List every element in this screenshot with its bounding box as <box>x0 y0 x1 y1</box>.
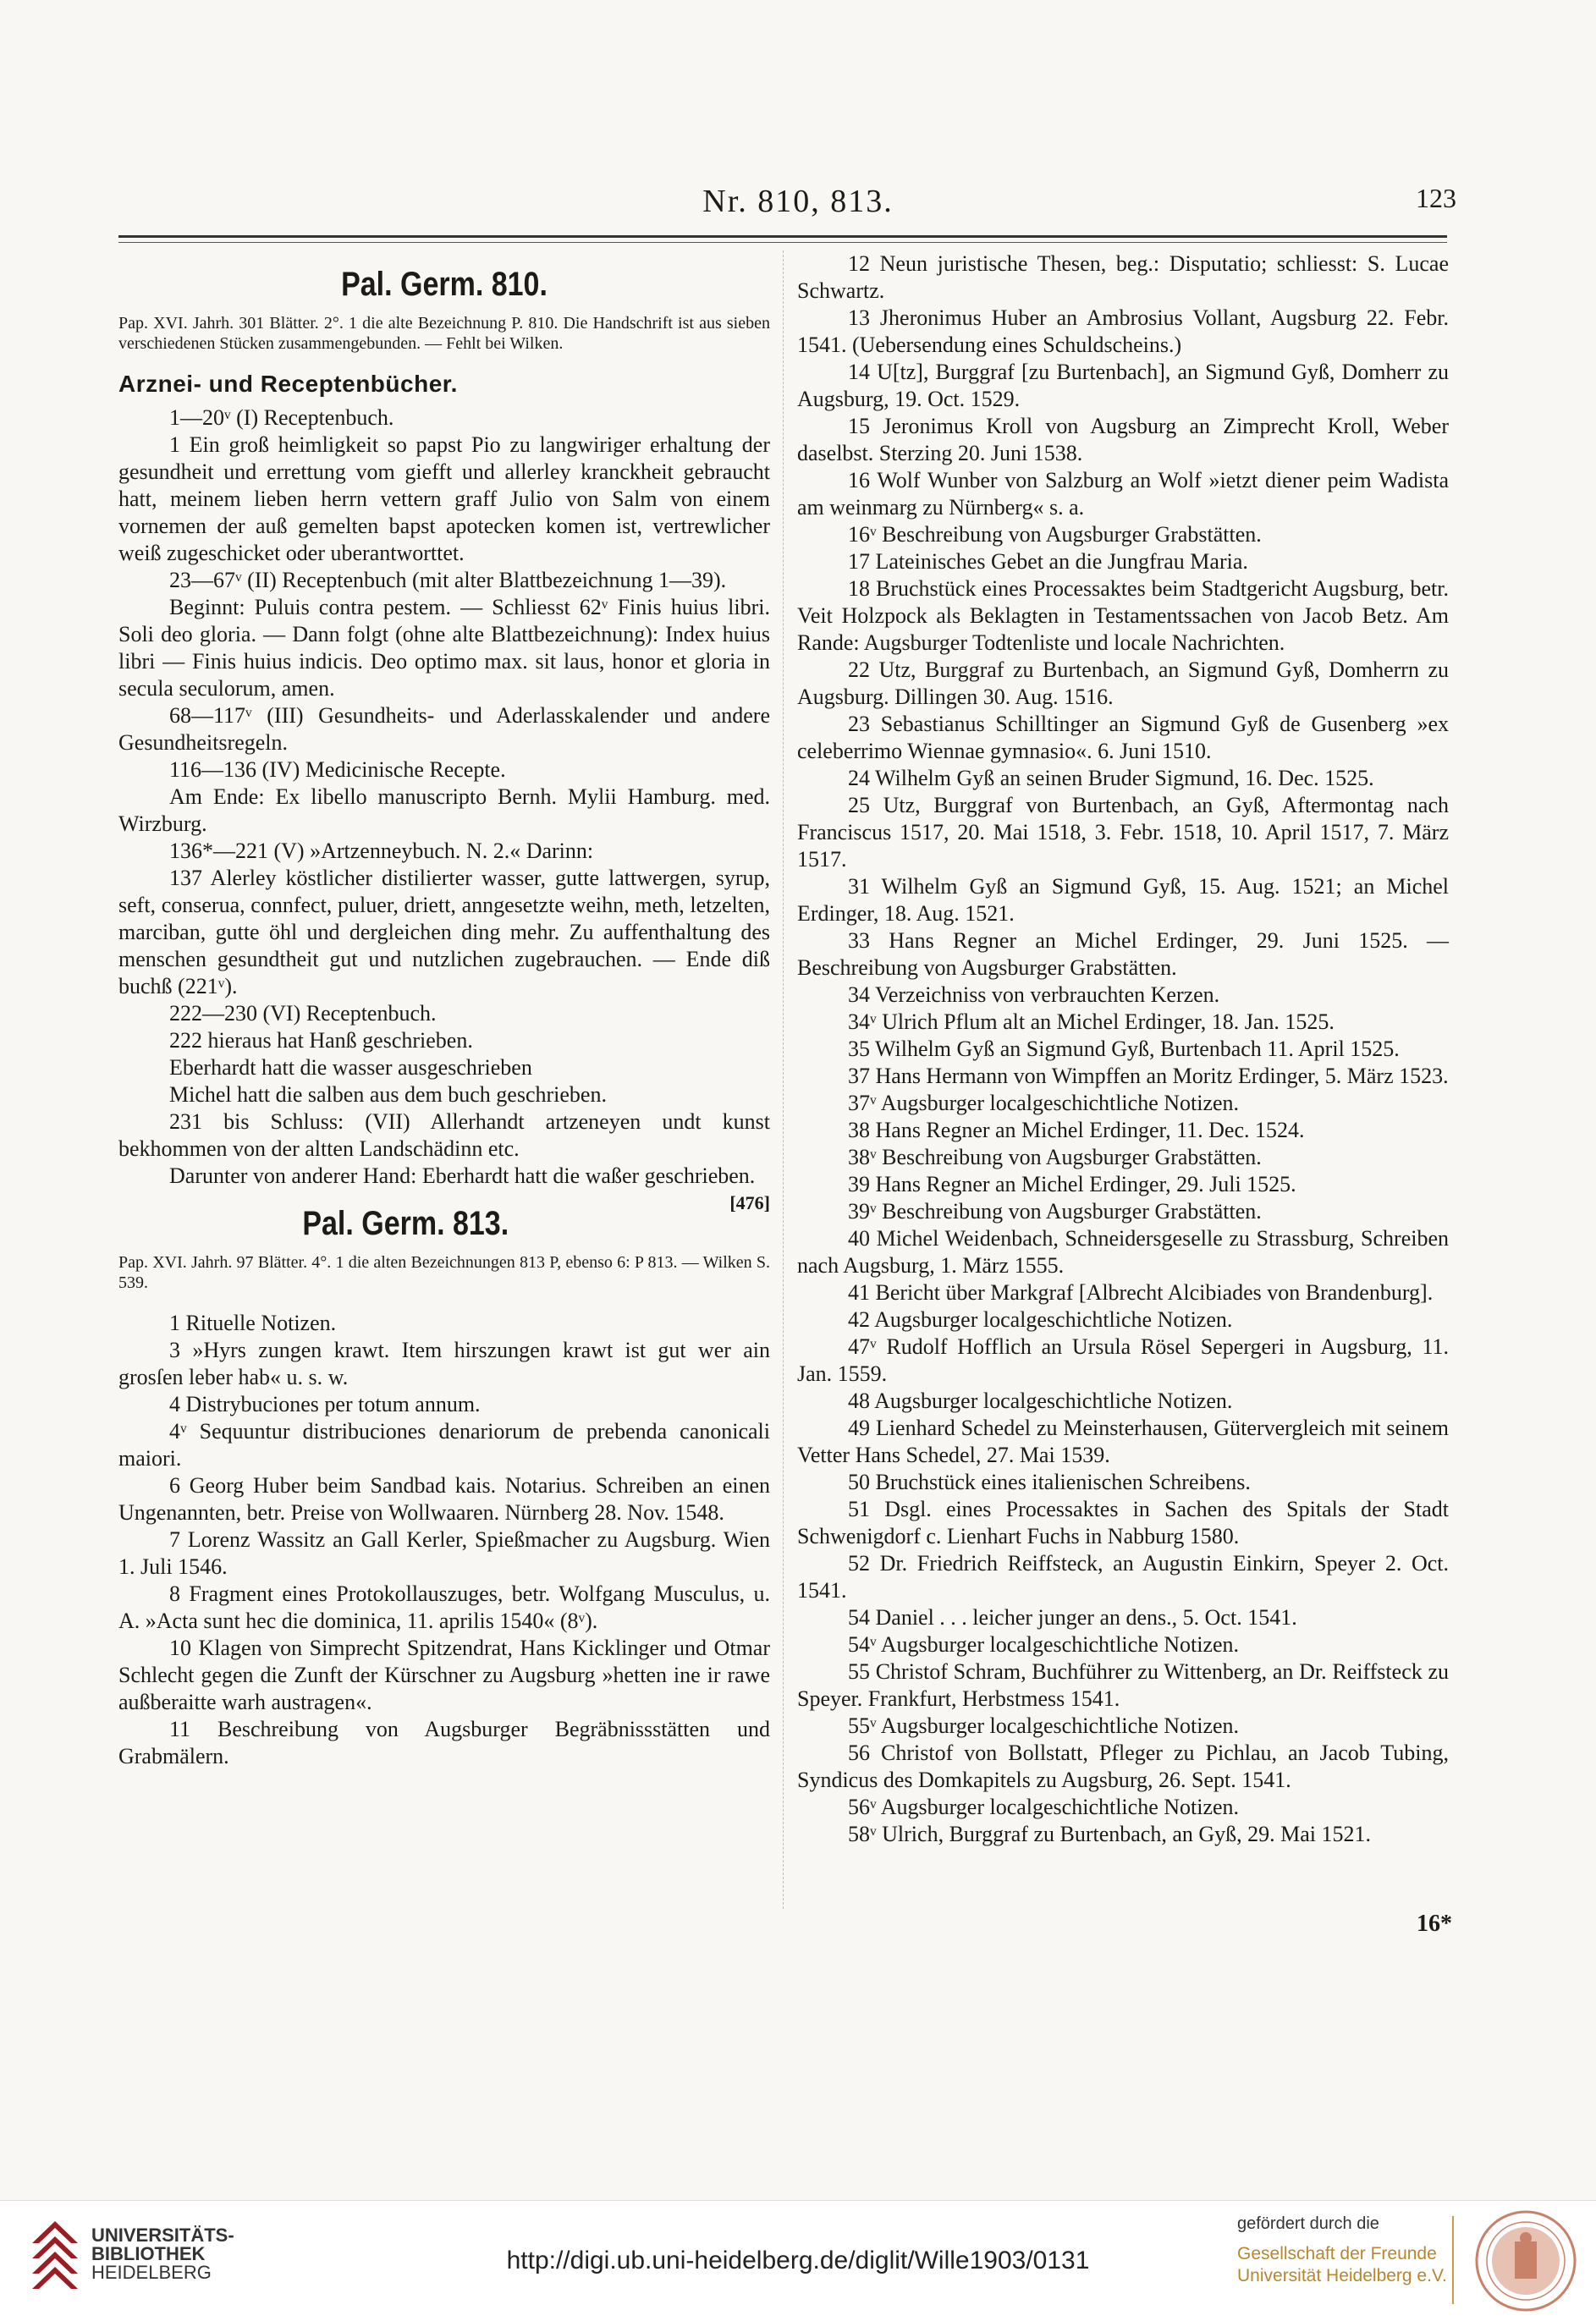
section-810-entries <box>118 404 770 1163</box>
viewer-footer <box>0 2200 1596 2321</box>
entry-paragraph: 6 Georg Huber beim Sandbad kais. Notarius. Schreiben an einen Ungenannten, betr. Preise von Wollwaaren. Nürnberg 28. Nov. 1548. <box>118 1473 770 1525</box>
entry-paragraph: 15 Jeronimus Kroll von Augsburg an Zimprecht Kroll, Weber daselbst. Sterzing 20. Juni 1538. <box>797 414 1449 465</box>
entry-paragraph: 222—230 (VI) Receptenbuch. <box>169 1001 437 1026</box>
entry-paragraph: 39ᵛ Beschreibung von Augsburger Grabstätten. <box>848 1199 1262 1224</box>
entry-paragraph: 1 Rituelle Notizen. <box>169 1311 337 1335</box>
entry-paragraph: Am Ende: Ex libello manuscripto Bernh. Mylii Hamburg. med. Wirzburg. <box>118 784 770 836</box>
entry-paragraph: Eberhardt hatt die wasser ausgeschrieben <box>169 1055 532 1080</box>
entry-paragraph: 40 Michel Weidenbach, Schneidersgeselle zu Strassburg, Schreiben nach Augsburg, 1. März 1555. <box>797 1226 1449 1278</box>
entry-paragraph: 34 Verzeichniss von verbrauchten Kerzen. <box>848 982 1220 1007</box>
entry-paragraph: 16ᵛ Beschreibung von Augsburger Grabstätten. <box>848 522 1262 547</box>
page-marker: [476] <box>729 1192 770 1213</box>
entry-paragraph: 24 Wilhelm Gyß an seinen Bruder Sigmund, 16. Dec. 1525. <box>848 766 1374 790</box>
entry-paragraph: 231 bis Schluss: (VII) Allerhandt artzeneyen undt kunst bekhommen von der altten Landschädinn etc. <box>118 1109 770 1161</box>
entry-paragraph: 39 Hans Regner an Michel Erdinger, 29. Juli 1525. <box>848 1172 1296 1196</box>
section-813-entries <box>118 1310 770 1770</box>
entry-paragraph: 51 Dsgl. eines Processaktes in Sachen des Spitals der Stadt Schwenigdorf c. Lienhart Fuchs in Nabburg 1580. <box>797 1497 1449 1548</box>
entry-paragraph: 4 Distrybuciones per totum annum. <box>169 1392 481 1416</box>
signature-mark: 16* <box>1417 1911 1452 1937</box>
entry-paragraph: 56 Christof von Bollstatt, Pfleger zu Pichlau, an Jacob Tubing, Syndicus des Domkapitels zu Augsburg, 26. Sept. 1541. <box>797 1741 1449 1792</box>
footer-separator <box>1452 2216 1454 2304</box>
entry-paragraph: 11 Beschreibung von Augsburger Begräbnissstätten und Grabmälern. <box>118 1717 770 1768</box>
permalink-url[interactable]: http://digi.ub.uni-heidelberg.de/diglit/Wille1903/0131 <box>506 2247 1090 2274</box>
sponsor-name: Gesellschaft der Freunde Universität Heidelberg e.V. <box>1237 2244 1447 2285</box>
entry-paragraph: 55 Christof Schram, Buchführer zu Wittenberg, an Dr. Reiffsteck zu Speyer. Frankfurt, Herbstmess 1541. <box>797 1659 1449 1711</box>
entry-paragraph: 10 Klagen von Simprecht Spitzendrat, Hans Kicklinger und Otmar Schlecht gegen die Zunft der Kürschner zu Augsburg »hetten ine ir rawe außberaitte warh austragen«. <box>118 1636 770 1714</box>
page-number: 123 <box>1416 183 1456 213</box>
section-813-entries-continued <box>797 250 1449 1848</box>
header-rule <box>118 235 1447 238</box>
left-column <box>118 250 770 1770</box>
entry-paragraph: 12 Neun juristische Thesen, beg.: Disputatio; schliesst: S. Lucae Schwartz. <box>797 251 1449 303</box>
entry-paragraph: 22 Utz, Burggraf zu Burtenbach, an Sigmund Gyß, Domherrn zu Augsburg. Dillingen 30. Aug. 1516. <box>797 657 1449 709</box>
entry-paragraph: 37ᵛ Augsburger localgeschichtliche Notizen. <box>848 1091 1240 1115</box>
entry-paragraph: 34ᵛ Ulrich Pflum alt an Michel Erdinger, 18. Jan. 1525. <box>848 1009 1335 1034</box>
entry-paragraph: 33 Hans Regner an Michel Erdinger, 29. Juni 1525. — Beschreibung von Augsburger Grabstätten. <box>797 928 1449 980</box>
entry-paragraph: 16 Wolf Wunber von Salzburg an Wolf »ietzt diener peim Wadista am weinmarg zu Nürnberg« s. a. <box>797 468 1449 520</box>
entry-paragraph: 55ᵛ Augsburger localgeschichtliche Notizen. <box>848 1713 1240 1738</box>
entry-paragraph: Darunter von anderer Hand: Eberhardt hatt die waßer geschrieben. [476] <box>118 1163 770 1190</box>
entry-paragraph: 54 Daniel . . . leicher junger an dens., 5. Oct. 1541. <box>848 1605 1297 1630</box>
section-meta-813: Pap. XVI. Jahrh. 97 Blätter. 4°. 1 die alten Bezeichnungen 813 P, ebenso 6: P 813. — Wilken S. 539. <box>118 1253 770 1292</box>
entry-paragraph: 37 Hans Hermann von Wimpffen an Moritz Erdinger, 5. März 1523. <box>848 1064 1449 1088</box>
entry-paragraph: 58ᵛ Ulrich, Burggraf zu Burtenbach, an Gyß, 29. Mai 1521. <box>848 1822 1372 1846</box>
entry-paragraph: 42 Augsburger localgeschichtliche Notizen. <box>848 1307 1233 1332</box>
section-meta-810: Pap. XVI. Jahrh. 301 Blätter. 2°. 1 die alte Bezeichnung P. 810. Die Handschrift ist aus sieben verschiedenen Stücken zusammengebunden. — Fehlt bei Wilken. <box>118 314 770 353</box>
entry-paragraph: 38 Hans Regner an Michel Erdinger, 11. Dec. 1524. <box>848 1118 1305 1142</box>
university-library-name: UNIVERSITÄTS- BIBLIOTHEK HEIDELBERG <box>91 2225 234 2283</box>
sponsor-label: gefördert durch die <box>1237 2214 1379 2233</box>
entry-paragraph: Beginnt: Puluis contra pestem. — Schliesst 62ᵛ Finis huius libri. Soli deo gloria. — Dann folgt (ohne alte Blattbezeichnung): Index huius libri — Finis huius indicis. Deo optimo max. sit laus, honor et gloria in secula seculorum, amen. <box>118 595 770 701</box>
entry-paragraph: 31 Wilhelm Gyß an Sigmund Gyß, 15. Aug. 1521; an Michel Erdinger, 18. Aug. 1521. <box>797 874 1449 926</box>
entry-paragraph: 1—20ᵛ (I) Receptenbuch. <box>169 405 394 430</box>
column-divider <box>783 250 784 1909</box>
entry-paragraph: 137 Alerley köstlicher distilierter wasser, gutte lattwergen, syrup, seft, conserua, connfect, puluer, driett, anngesetzte weihn, meth, letzelten, marciban, gutte öhl und dergleichen ding mehr. Zu auffenthaltung des menschen gesundtheit gut und nutzlichen zugebrauchen. — Ende diß buchß (221ᵛ). <box>118 866 770 998</box>
section-title-813: Pal. Germ. 813. <box>302 1205 509 1242</box>
entry-paragraph: 23 Sebastianus Schilltinger an Sigmund Gyß de Gusenberg »ex celeberrimo Wiennae gymnasio«. 6. Juni 1510. <box>797 712 1449 763</box>
entry-paragraph: Michel hatt die salben aus dem buch geschrieben. <box>169 1082 607 1107</box>
entry-paragraph: 3 »Hyrs zungen krawt. Item hirszungen krawt ist gut wer ain grosſen leber hab« u. s. w. <box>118 1338 770 1389</box>
entry-paragraph: 14 U[tz], Burggraf [zu Burtenbach], an Sigmund Gyß, Domherr zu Augsburg, 19. Oct. 1529. <box>797 360 1449 411</box>
university-seal-icon <box>1474 2209 1577 2313</box>
right-column <box>797 250 1449 1848</box>
entry-paragraph: 222 hieraus hat Hanß geschrieben. <box>169 1028 473 1053</box>
subsection-heading: Arznei- und Receptenbücher. <box>118 371 458 397</box>
entry-paragraph: 68—117ᵛ (III) Gesundheits- und Aderlasskalender und andere Gesundheitsregeln. <box>118 703 770 755</box>
entry-paragraph: 56ᵛ Augsburger localgeschichtliche Notizen. <box>848 1795 1240 1819</box>
section-title-810: Pal. Germ. 810. <box>341 266 548 303</box>
entry-paragraph: 47ᵛ Rudolf Hofflich an Ursula Rösel Sepergeri in Augsburg, 11. Jan. 1559. <box>797 1334 1449 1386</box>
entry-paragraph: 17 Lateinisches Gebet an die Jungfrau Maria. <box>848 549 1248 574</box>
entry-paragraph: 18 Bruchstück eines Processaktes beim Stadtgericht Augsburg, betr. Veit Holzpock als Beklagten in Testamentssachen von Jacob Betz. Am Rande: Augsburger Todtenliste und locale Nachrichten. <box>797 576 1449 655</box>
entry-paragraph: 49 Lienhard Schedel zu Meinsterhausen, Gütervergleich mit seinem Vetter Hans Schedel, 27. Mai 1539. <box>797 1416 1449 1467</box>
entry-paragraph: 4ᵛ Sequuntur distribuciones denariorum de prebenda canonicali maiori. <box>118 1419 770 1471</box>
entry-paragraph: 7 Lorenz Wassitz an Gall Kerler, Spießmacher zu Augsburg. Wien 1. Juli 1546. <box>118 1527 770 1579</box>
entry-paragraph: 52 Dr. Friedrich Reiffsteck, an Augustin Einkirn, Speyer 2. Oct. 1541. <box>797 1551 1449 1603</box>
running-header: Nr. 810, 813. <box>702 184 894 219</box>
entry-paragraph: 48 Augsburger localgeschichtliche Notizen. <box>848 1389 1233 1413</box>
entry-paragraph: 1 Ein groß heimligkeit so papst Pio zu langwiriger erhaltung der gesundheit und errettung vom giefft und allerley kranckheit gebraucht hatt, meinem lieben herrn vettern graff Julio von Salm von einem vornemen der auß gemelten bapst apotecken komen ist, vertrewlicher weiß zugeschicket oder uberantworttet. <box>118 432 770 565</box>
entry-paragraph: 41 Bericht über Markgraf [Albrecht Alcibiades von Brandenburg]. <box>848 1280 1434 1305</box>
entry-paragraph: 136*—221 (V) »Artzenneybuch. N. 2.« Darinn: <box>169 839 594 863</box>
header-rule-thin <box>118 242 1447 243</box>
entry-paragraph: 13 Jheronimus Huber an Ambrosius Vollant, Augsburg 22. Febr. 1541. (Uebersendung eines Schuldscheins.) <box>797 305 1449 357</box>
entry-paragraph: 38ᵛ Beschreibung von Augsburger Grabstätten. <box>848 1145 1262 1169</box>
entry-paragraph: 8 Fragment eines Protokollauszuges, betr. Wolfgang Musculus, u. A. »Acta sunt hec die dominica, 11. aprilis 1540« (8ᵛ). <box>118 1581 770 1633</box>
entry-paragraph: 50 Bruchstück eines italienischen Schreibens. <box>848 1470 1251 1494</box>
entry-paragraph: 54ᵛ Augsburger localgeschichtliche Notizen. <box>848 1632 1240 1657</box>
entry-paragraph: 116—136 (IV) Medicinische Recepte. <box>169 757 506 782</box>
entry-paragraph: 23—67ᵛ (II) Receptenbuch (mit alter Blattbezeichnung 1—39). <box>169 568 727 592</box>
entry-paragraph: 35 Wilhelm Gyß an Sigmund Gyß, Burtenbach 11. April 1525. <box>848 1037 1400 1061</box>
entry-paragraph: 25 Utz, Burggraf von Burtenbach, an Gyß, Aftermontag nach Franciscus 1517, 20. Mai 1518, 3. Febr. 1518, 10. April 1517, 7. März 1517. <box>797 793 1449 872</box>
